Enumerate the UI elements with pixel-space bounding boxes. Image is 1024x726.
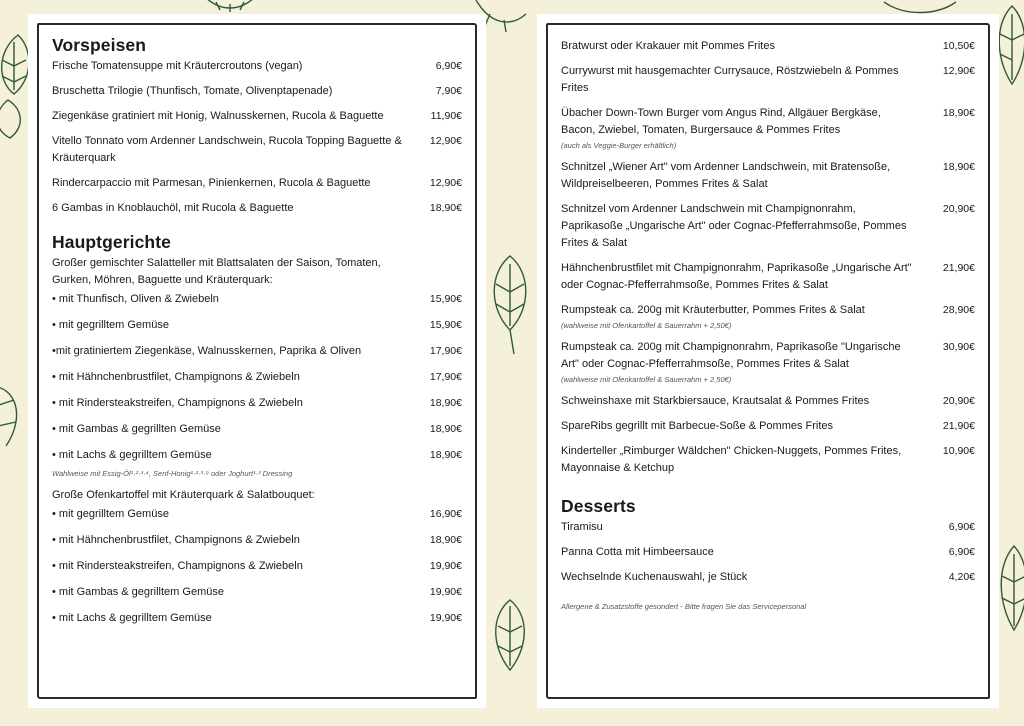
desserts-list (561, 519, 975, 586)
menu-item (52, 532, 462, 549)
menu-item (561, 393, 975, 410)
menu-item-price: 18,90€ (429, 202, 462, 214)
menu-item-name: Rumpsteak ca. 200g mit Champignonrahm, Paprikasoße "Ungarische Art" oder Cognac-Pfefferrahmsoße, Pommes Frites & Salat (561, 341, 901, 370)
menu-item-name: • mit Rindersteakstreifen, Champignons & Zwiebeln (52, 397, 303, 409)
menu-item-name: • mit Rindersteakstreifen, Champignons & Zwiebeln (52, 560, 303, 572)
menu-item-name: Übacher Down-Town Burger vom Angus Rind, Allgäuer Bergkäse, Bacon, Zwiebel, Tomaten, Burgersauce & Pommes Frites (561, 107, 881, 136)
menu-item-name: Panna Cotta mit Himbeersauce (561, 546, 714, 558)
menu-item-price: 17,90€ (429, 345, 462, 357)
menu-item (561, 260, 975, 294)
hop-leaf-icon (0, 376, 30, 456)
potato-intro: Große Ofenkartoffel mit Kräuterquark & Salatbouquet: (52, 489, 315, 501)
menu-item-name: Bruschetta Trilogie (Thunfisch, Tomate, Olivenptapenade) (52, 85, 333, 97)
menu-item-price: 18,90€ (942, 161, 975, 173)
menu-item-price: 18,90€ (429, 449, 462, 461)
menu-item-price: 30,90€ (942, 341, 975, 353)
menu-item-name: Bratwurst oder Krakauer mit Pommes Frites (561, 40, 775, 52)
menu-item-price: 18,90€ (429, 534, 462, 546)
menu-item-name: •mit gratiniertem Ziegenkäse, Walnusskernen, Paprika & Oliven (52, 345, 362, 357)
menu-item-name: SpareRibs gegrillt mit Barbecue-Soße & Pommes Frites (561, 420, 834, 432)
menu-item-price: 28,90€ (942, 304, 975, 316)
menu-item-name: Schweinshaxe mit Starkbiersauce, Krautsalat & Pommes Frites (561, 395, 870, 407)
menu-item (52, 421, 462, 438)
salad-list (52, 291, 462, 464)
dressing-note: Wahlweise mit Essig-Öl¹·²·³·⁴, Senf-Honig¹·²·³·⁹ oder Joghurt¹·³ Dressing (52, 469, 293, 478)
menu-item-price: 15,90€ (429, 319, 462, 331)
menu-item-name: Schnitzel vom Ardenner Landschwein mit Champignonrahm, Paprikasoße „Ungarische Art" oder Cognac-Pfefferrahmsoße, Pommes Frites & Salat (561, 203, 907, 249)
menu-item (52, 317, 462, 334)
menu-item (561, 418, 975, 435)
hop-leaf-icon (482, 596, 538, 676)
hauptgerichte-heading: Hauptgerichte (52, 232, 171, 252)
left-content (52, 34, 462, 627)
allergen-note: Allergene & Zusatzstoffe gesondert - Bitte fragen Sie das Servicepersonal (561, 602, 807, 611)
menu-item-price: 18,90€ (942, 107, 975, 119)
menu-item-price: 6,90€ (435, 60, 462, 72)
menu-item-name: Vitello Tonnato vom Ardenner Landschwein, Rucola Topping Baguette & Kräuterquark (52, 135, 402, 164)
menu-item-name: • mit gegrilltem Gemüse (52, 319, 169, 331)
menu-item-name: • mit Lachs & gegrilltem Gemüse (52, 449, 212, 461)
potato-list (52, 506, 462, 627)
menu-item (52, 58, 462, 75)
menu-item (561, 544, 975, 561)
vorspeisen-heading: Vorspeisen (52, 35, 147, 55)
menu-item-price: 11,90€ (430, 110, 462, 122)
menu-item (52, 108, 462, 125)
menu-item (52, 291, 462, 308)
menu-item-name: • mit Thunfisch, Oliven & Zwiebeln (52, 293, 219, 305)
menu-item-price: 16,90€ (429, 508, 462, 520)
menu-item-price: 19,90€ (429, 586, 462, 598)
menu-item (52, 175, 462, 192)
menu-item-name: Hähnchenbrustfilet mit Champignonrahm, Paprikasoße „Ungarische Art" oder Cognac-Pfefferrahmsoße, Pommes Frites & Salat (561, 262, 912, 291)
menu-item-note: (auch als Veggie-Burger erhältlich) (561, 141, 677, 150)
menu-item-price: 18,90€ (429, 397, 462, 409)
menu-item (52, 343, 462, 360)
menu-item-price: 12,90€ (942, 65, 975, 77)
main-dishes-list (561, 38, 975, 477)
menu-item-price: 12,90€ (429, 177, 462, 189)
menu-item-name: Ziegenkäse gratiniert mit Honig, Walnusskernen, Rucola & Baguette (52, 110, 384, 122)
menu-item-name: • mit gegrilltem Gemüse (52, 508, 169, 520)
menu-item-price: 6,90€ (948, 546, 975, 558)
menu-item-price: 17,90€ (429, 371, 462, 383)
menu-item-name: Kinderteller „Rimburger Wäldchen" Chicken-Nuggets, Pommes Frites, Mayonnaise & Ketchup (561, 445, 902, 474)
menu-item (52, 200, 462, 217)
menu-item-name: • mit Gambas & gegrilltem Gemüse (52, 586, 224, 598)
hop-leaf-icon (200, 0, 260, 14)
menu-item-name: Rindercarpaccio mit Parmesan, Pinienkernen, Rucola & Baguette (52, 177, 371, 189)
menu-item-price: 6,90€ (948, 521, 975, 533)
menu-item-price: 4,20€ (948, 571, 975, 583)
menu-item (561, 38, 975, 55)
menu-item-name: Frische Tomatensuppe mit Kräutercroutons (vegan) (52, 60, 303, 72)
menu-item-price: 21,90€ (942, 420, 975, 432)
menu-item (52, 133, 462, 167)
vorspeisen-list (52, 58, 462, 217)
menu-item (52, 610, 462, 627)
menu-item (561, 63, 975, 97)
menu-item (561, 339, 975, 373)
menu-item-price: 15,90€ (429, 293, 462, 305)
menu-item-name: • mit Gambas & gegrillten Gemüse (52, 423, 221, 435)
menu-item-name: • mit Hähnchenbrustfilet, Champignons & Zwiebeln (52, 371, 300, 383)
menu-item-price: 12,90€ (429, 135, 462, 147)
menu-page-left (28, 14, 486, 708)
hop-leaf-icon (480, 250, 540, 360)
menu-item (52, 558, 462, 575)
menu-item (561, 519, 975, 536)
salad-intro: Großer gemischter Salatteller mit Blattsalaten der Saison, Tomaten, Gurken, Möhren, Baguette und Kräuterquark: (52, 257, 381, 286)
menu-item-name: • mit Lachs & gegrilltem Gemüse (52, 612, 212, 624)
menu-item-name: Currywurst mit hausgemachter Currysauce, Röstzwiebeln & Pommes Frites (561, 65, 899, 94)
menu-item (561, 159, 975, 193)
menu-item-price: 7,90€ (435, 85, 462, 97)
menu-item-name: • mit Hähnchenbrustfilet, Champignons & Zwiebeln (52, 534, 300, 546)
menu-item (52, 506, 462, 523)
menu-item (561, 201, 975, 252)
menu-item-name: Rumpsteak ca. 200g mit Kräuterbutter, Pommes Frites & Salat (561, 304, 865, 316)
menu-item (561, 569, 975, 586)
right-content (561, 36, 975, 611)
menu-item-price: 21,90€ (942, 262, 975, 274)
menu-item (52, 584, 462, 601)
menu-item (52, 395, 462, 412)
menu-item-price: 20,90€ (942, 395, 975, 407)
menu-item (52, 369, 462, 386)
menu-page-right (537, 14, 999, 708)
menu-item (561, 302, 975, 319)
menu-item-price: 10,90€ (942, 445, 975, 457)
menu-item-price: 20,90€ (942, 203, 975, 215)
menu-item-name: 6 Gambas in Knoblauchöl, mit Rucola & Baguette (52, 202, 294, 214)
menu-item (561, 105, 975, 139)
menu-item-price: 19,90€ (429, 560, 462, 572)
menu-item-price: 18,90€ (429, 423, 462, 435)
menu-item-price: 19,90€ (429, 612, 462, 624)
menu-item (52, 447, 462, 464)
menu-item (52, 83, 462, 100)
menu-item (561, 443, 975, 477)
menu-item-note: (wahlweise mit Ofenkartoffel & Sauerrahm + 2,50€) (561, 321, 732, 330)
desserts-heading: Desserts (561, 496, 636, 516)
menu-item-name: Wechselnde Kuchenauswahl, je Stück (561, 571, 748, 583)
menu-item-name: Tiramisu (561, 521, 603, 533)
menu-item-note: (wahlweise mit Ofenkartoffel & Sauerrahm + 2,50€) (561, 375, 732, 384)
menu-item-price: 10,50€ (942, 40, 975, 52)
menu-item-name: Schnitzel „Wiener Art" vom Ardenner Landschwein, mit Bratensoße, Wildpreiselbeeren, Pommes Frites & Salat (561, 161, 891, 190)
